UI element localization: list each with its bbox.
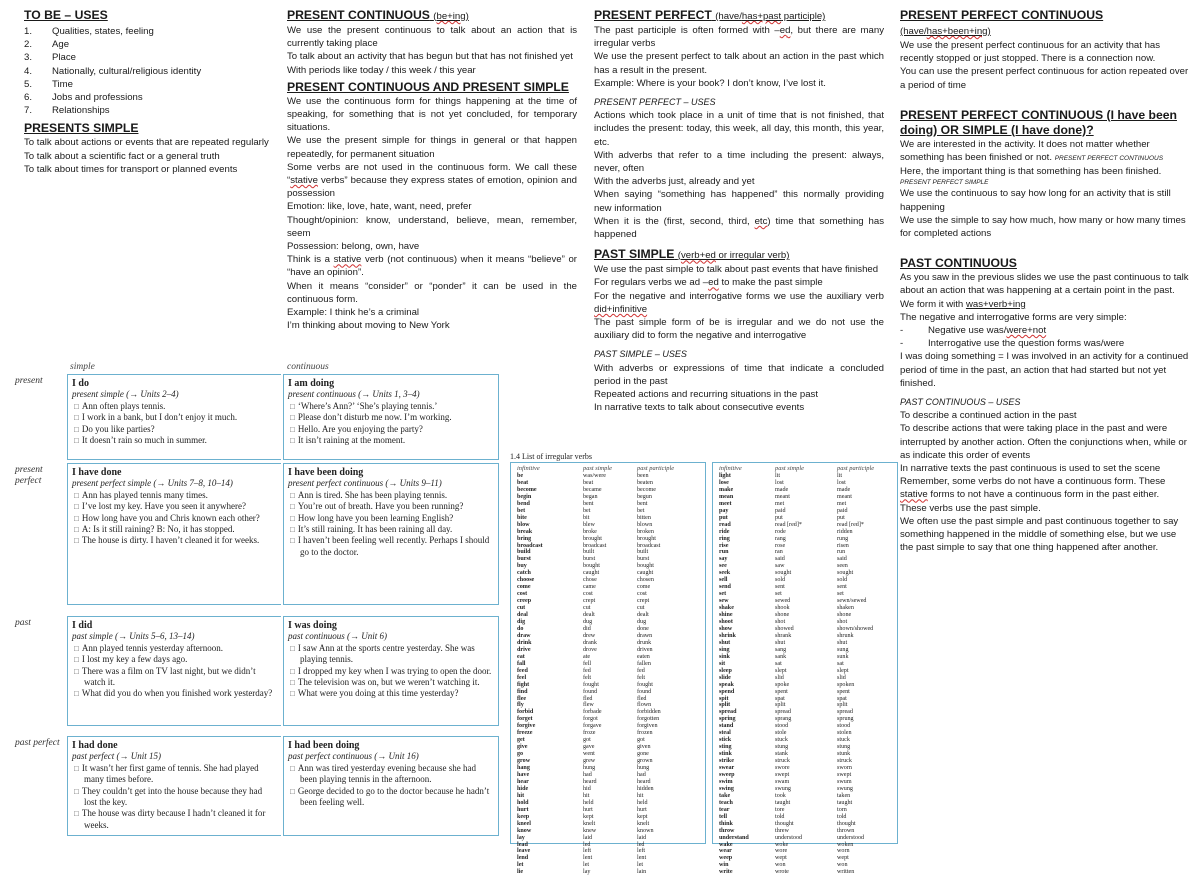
- pp-uses-heading: PRESENT PERFECT – USES: [594, 97, 716, 108]
- column-1: [24, 8, 284, 176]
- paragraph: With periods like today / this week / this year: [287, 64, 476, 76]
- row-label: past: [15, 618, 31, 628]
- paragraph: In narrative texts the past continuous is used to set the scene: [900, 463, 1161, 475]
- past-continuous-uses-heading: PAST CONTINUOUS – USES: [900, 397, 1021, 408]
- paragraph: To talk about times for transport or planned events: [24, 163, 238, 175]
- paragraph: As you saw in the previous slides we use the past continuous to talk about an action that was happening at a certain point in the past. We form it with was+verb+ing: [900, 272, 1189, 310]
- paragraph: We often use the past simple and past continuous together to say something happened in the middle of something else, but we use the past simple to say that one thing happened after another.: [900, 515, 1179, 554]
- past-simple-heading: PAST SIMPLE (verb+ed or irregular verb): [594, 247, 790, 262]
- paragraph: Actions which took place in a unit of time that is not finished, that includes the present: today, this week, all day, this month, this year, etc.: [594, 110, 884, 148]
- list-item: 6. Jobs and professions: [24, 92, 143, 104]
- list-item: 2. Age: [24, 39, 70, 51]
- paragraph: The past simple form of be is irregular and we do not use the auxiliary did to form the negative and interrogative: [594, 317, 884, 342]
- paragraph: Example: Where is your book? I don’t know, I’ve lost it.: [594, 77, 826, 89]
- table-row: [15, 736, 490, 836]
- table-row: [15, 616, 492, 726]
- past-simple-uses-heading: PAST SIMPLE – USES: [594, 349, 687, 360]
- table-cell: I was doing past continuous (→ Unit 6) □ I saw Ann at the sports centre yesterday. She was playing tennis. □ I dropped my key when I was trying to open the door. □ The television was on, but we weren’t watching it. □ What were you doing at this time yesterday?: [283, 616, 499, 726]
- list-item: - Negative use was/were+not: [900, 325, 1047, 337]
- verbs-panel-right: [712, 462, 898, 876]
- paragraph: Think is a stative verb (not continuous) when it means “believe” or “have an opinion”.: [287, 254, 577, 279]
- paragraph: Repeated actions and recurring situations in the past: [594, 389, 818, 401]
- column-header: infinitive: [719, 465, 742, 472]
- list-item: 4. Nationally, cultural/religious identity: [24, 65, 202, 77]
- present-perfect-heading: PRESENT PERFECT (have/has+past participle): [594, 8, 826, 22]
- paragraph: The negative and interrogative forms are very simple:: [900, 311, 1127, 323]
- column-2: [287, 8, 577, 332]
- verbs-panel-left: [510, 462, 706, 876]
- heading-subtitle: (be+ing): [433, 11, 469, 22]
- paragraph: In narrative texts to talk about consecutive events: [594, 402, 805, 414]
- paragraph: We use the present simple for things in general or that happen repeatedly, for permanent situation: [287, 135, 577, 160]
- paragraph: When it means “consider” or “ponder” it can be used in the continuous form.: [287, 280, 577, 305]
- paragraph: For regulars verbs we ad –ed to make the past simple: [594, 277, 823, 289]
- paragraph: Possession: belong, own, have: [287, 241, 420, 253]
- present-simple-heading: PRESENTS SIMPLE: [24, 121, 139, 136]
- row-label: past perfect: [15, 738, 60, 748]
- tobe-list: [24, 25, 284, 117]
- column-header: infinitive: [517, 465, 540, 472]
- table-cell: I had been doing past perfect continuous (→ Unit 16) □ Ann was tired yesterday evening because she had been playing tennis in the afternoon. □ George decided to go to the doctor because he hadn’t been feeling well.: [283, 736, 499, 836]
- paragraph: To describe a continued action in the past: [900, 410, 1077, 422]
- past-participle-list: been beaten become begun bent bet bitten blown broken brought broadcast built burst bought caught chosen come cost crept cut dealt dug done drawn drunk driven eaten fallen fed felt fought found fled flown forbidden forgotten forgiven frozen got given gone grown hung had heard hidden hit held hurt kept knelt known laid led left lent let lain: [637, 473, 661, 876]
- present-continuous-heading: PRESENT CONTINUOUS (be+ing): [287, 8, 469, 22]
- paragraph: We use the present perfect continuous for an activity that has recently stopped or just stopped. There is a connection now.: [900, 40, 1161, 65]
- paragraph: These verbs use the past simple.: [900, 502, 1041, 514]
- paragraph: The past participle is often formed with –ed, but there are many irregular verbs: [594, 25, 884, 50]
- paragraph: We use the present continuous to talk about an action that is currently taking place: [287, 25, 577, 50]
- column-header: past participle: [837, 465, 875, 472]
- ppc-or-simple-heading: PRESENT PERFECT CONTINUOUS (I have been doing) OR SIMPLE (I have done)?: [900, 107, 1177, 137]
- verbs-title: 1.4 List of irregular verbs: [510, 452, 592, 461]
- paragraph: We are interested in the activity. It does not matter whether something has been finished or not. PRESENT PERFECT CONTINUOUS: [900, 138, 1164, 164]
- irregular-verbs-table: [510, 452, 900, 876]
- table-row: [15, 374, 485, 460]
- list-item: 7. Relationships: [24, 105, 110, 117]
- table-cell: I am doing present continuous (→ Units 1, 3–4) □ ‘Where’s Ann?’ ‘She’s playing tennis.’ □ Please don’t disturb me now. I’m working. □ Hello. Are you enjoying the party? □ It isn’t raining at the moment.: [283, 374, 499, 460]
- paragraph: To describe actions that were taking place in the past and were interrupted by another action. Often the conjunctions when, while or as indicate this order of events: [900, 423, 1187, 461]
- past-participle-list: lit lost made meant met paid put read [red]* ridden rung risen run said seen sought sold sent set sewn/sewed shaken shone shot shown/showed shrunk shut sung sunk sat slept slid spoken spent spat split spread sprung stood stolen stuck stung stunk struck sworn swept swum swung taken taught torn told thought thrown understood woken worn wept won written: [837, 473, 874, 876]
- table-row: [15, 463, 490, 605]
- table-cell: I have been doing present perfect continuous (→ Units 9–11) □ Ann is tired. She has been playing tennis. □ You’re out of breath. Have you been running? □ How long have you been learning English? □ It’s still raining. It has been raining all day. □ I haven’t been feeling well recently. Perhaps I should go to the doctor.: [283, 463, 499, 605]
- list-item: - Interrogative use the question forms was/were: [900, 338, 1125, 350]
- column-4: [900, 8, 1190, 555]
- table-cell: I had done past perfect (→ Unit 15) □ It wasn’t her first game of tennis. She had played many times before. □ They couldn’t get into the house because they had lost the key. □ The house was dirty because I hadn’t cleaned it for weeks.: [67, 736, 281, 836]
- paragraph: We use the past simple to talk about past events that have finished: [594, 264, 879, 276]
- list-item: 1. Qualities, states, feeling: [24, 26, 154, 37]
- past-simple-list: lit lost made meant met paid put read [red]* rode rang rose ran said saw sought sold sent set sewed shook shone shot showed shrank shut sang sank sat slept slid spoke spent spat split spread sprang stood stole stuck stung stank struck swore swept swam swung took taught tore told thought threw understood woke wore wept won wrote: [775, 473, 803, 876]
- tag: PRESENT PERFECT SIMPLE: [900, 179, 989, 187]
- paragraph: Emotion: like, love, hate, want, need, prefer: [287, 201, 472, 213]
- column-header: past simple: [583, 465, 612, 472]
- paragraph: When saying “something has happened” this normally providing new information: [594, 189, 884, 214]
- paragraph: With the adverbs just, already and yet: [594, 176, 755, 188]
- paragraph: Example: I think he’s a criminal: [287, 307, 420, 319]
- paragraph: With adverbs or expressions of time that indicate a concluded period in the past: [594, 362, 884, 387]
- ppc-heading: PRESENT PERFECT CONTINUOUS (have/has+been+ing): [900, 8, 1104, 37]
- paragraph: Remember, some verbs do not have a continuous form. These stative forms to not have a continuous form in the past either.: [900, 476, 1166, 501]
- pc-and-ps-heading: PRESENT CONTINUOUS AND PRESENT SIMPLE: [287, 79, 569, 94]
- paragraph: To talk about actions or events that are repeated regularly: [24, 137, 269, 149]
- paragraph: Some verbs are not used in the continuous form. We call these “stative verbs” because they express states of emotion, opinion and possession: [287, 161, 577, 200]
- column-3: [594, 8, 884, 414]
- tense-comparison-table: [15, 362, 492, 846]
- paragraph: We use the present perfect to talk about an action in the past which has a result in the present.: [594, 51, 884, 76]
- column-header: past participle: [637, 465, 675, 472]
- paragraph: We use the simple to say how much, how many or how many times for completed actions: [900, 214, 1186, 240]
- paragraph: For the negative and interrogative forms we use the auxiliary verb did+infinitive: [594, 290, 884, 315]
- column-header: past simple: [775, 465, 804, 472]
- column-header-continuous: continuous: [287, 362, 329, 372]
- list-item: 3. Place: [24, 52, 76, 64]
- paragraph: We use the continuous form for things happening at the time of speaking, for something that is not yet concluded, for temporary situations.: [287, 95, 577, 134]
- infinitive-list: light lose make mean meet pay put read ride ring rise run say see seek sell send set sew shake shine shoot show shrink shut sing sink sit sleep slide speak spend spit split spread spring stand steal stick sting stink strike swear sweep swim swing take teach tear tell think throw understand wake wear weep win write: [719, 473, 749, 876]
- row-label: present: [15, 376, 43, 386]
- table-cell: I have done present perfect simple (→ Units 7–8, 10–14) □ Ann has played tennis many times. □ I’ve lost my key. Have you seen it anywhere? □ How long have you and Chris known each other? □ A: Is it still raining? B: No, it has stopped. □ The house is dirty. I haven’t cleaned it for weeks.: [67, 463, 281, 605]
- tobe-heading: TO BE – USES: [24, 8, 108, 22]
- past-continuous-heading: PAST CONTINUOUS: [900, 256, 1017, 271]
- paragraph: To talk about an activity that has begun but that has not finished yet: [287, 51, 573, 63]
- paragraph: We use the continuous to say how long for an activity that is still happening: [900, 188, 1171, 213]
- past-simple-list: was/were beat became began bent bet bit blew broke brought broadcast built burst bought caught chose came cost crept cut dealt dug did drew drank drove ate fell fed felt fought found fled flew forbade forgot forgave froze got gave went grew hung had heard hid hit held hurt kept knelt knew laid led left lent let lay: [583, 473, 607, 876]
- list-item: 5. Time: [24, 78, 73, 90]
- paragraph: I was doing something = I was involved in an activity for a continued period of time in the past, an action that had started but not yet finished.: [900, 351, 1189, 389]
- paragraph: To talk about a scientific fact or a general truth: [24, 150, 220, 162]
- paragraph: I’m thinking about moving to New York: [287, 320, 450, 332]
- column-header-simple: simple: [70, 362, 95, 372]
- infinitive-list: be beat become begin bend bet bite blow break bring broadcast build burst buy catch choose come cost creep cut deal dig do draw drink drive eat fall feed feel fight find flee fly forbid forget forgive freeze get give go grow hang have hear hide hit hold hurt keep kneel know lay lead leave lend let lie: [517, 473, 543, 876]
- paragraph: You can use the present perfect continuous for action repeated over a period of time: [900, 66, 1189, 91]
- table-cell: I do present simple (→ Units 2–4) □ Ann often plays tennis. □ I work in a bank, but I don’t enjoy it much. □ Do you like parties? □ It doesn’t rain so much in summer.: [67, 374, 281, 460]
- paragraph: When it is the (first, second, third, etc) time that something has happened: [594, 215, 884, 241]
- paragraph: Thought/opinion: know, understand, believe, mean, remember, seem: [287, 214, 577, 239]
- paragraph: Here, the important thing is that something has been finished.: [900, 166, 1162, 178]
- row-label: present perfect: [15, 465, 43, 486]
- table-cell: I did past simple (→ Units 5–6, 13–14) □ Ann played tennis yesterday afternoon. □ I lost my key a few days ago. □ There was a film on TV last night, but we didn’t watch it. □ What did you do when you finished work yesterday?: [67, 616, 281, 726]
- paragraph: With adverbs that refer to a time including the present: always, never, often: [594, 149, 884, 175]
